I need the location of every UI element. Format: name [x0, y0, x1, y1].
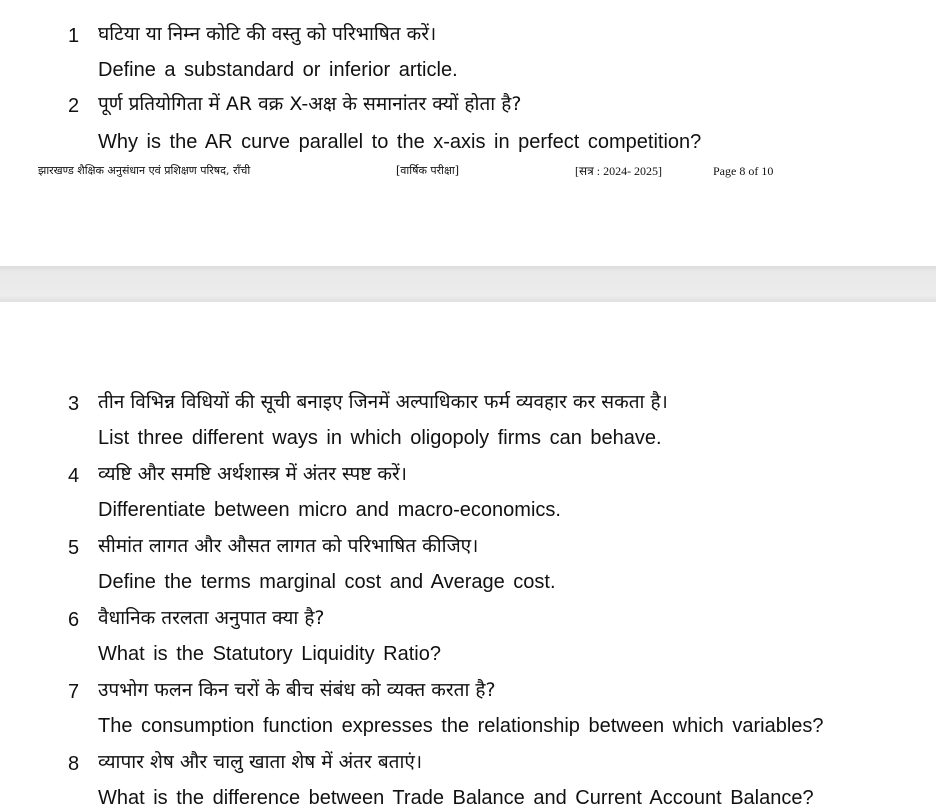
question-7-number: 7 — [68, 681, 80, 703]
question-8-number: 8 — [68, 753, 80, 775]
question-6-number: 6 — [68, 609, 80, 631]
document-page-8 — [0, 0, 936, 266]
question-6-hindi: वैधानिक तरलता अनुपात क्या है? — [98, 607, 325, 629]
footer-organization: झारखण्ड शैक्षिक अनुसंधान एवं प्रशिक्षण परिषद, राँची — [38, 164, 251, 177]
question-5-hindi: सीमांत लागत और औसत लागत को परिभाषित कीजिए। — [98, 535, 479, 557]
question-3-english: List three different ways in which oligopoly firms can behave. — [98, 427, 662, 449]
question-3-number: 3 — [68, 393, 80, 415]
question-2-hindi: पूर्ण प्रतियोगिता में AR वक्र X-अक्ष के समानांतर क्यों होता है? — [98, 93, 522, 115]
page-gap — [0, 266, 936, 302]
question-2-number: 2 — [68, 95, 80, 117]
footer-session: [सत्र : 2024- 2025] — [575, 164, 663, 178]
question-6-english: What is the Statutory Liquidity Ratio? — [98, 643, 441, 665]
question-1-hindi: घटिया या निम्न कोटि की वस्तु को परिभाषित करें। — [98, 23, 437, 45]
question-7-english: The consumption function expresses the relationship between which variables? — [98, 715, 824, 737]
question-1-number: 1 — [68, 25, 80, 47]
footer-page-number: Page 8 of 10 — [713, 164, 774, 178]
question-3-hindi: तीन विभिन्न विधियों की सूची बनाइए जिनमें अल्पाधिकार फर्म व्यवहार कर सकता है। — [98, 391, 668, 413]
question-5-english: Define the terms marginal cost and Average cost. — [98, 571, 556, 593]
question-7-hindi: उपभोग फलन किन चरों के बीच संबंध को व्यक्त करता है? — [98, 679, 496, 701]
question-4-hindi: व्यष्टि और समष्टि अर्थशास्त्र में अंतर स्पष्ट करें। — [98, 463, 407, 485]
question-4-number: 4 — [68, 465, 80, 487]
question-8-english: What is the difference between Trade Balance and Current Account Balance? — [98, 787, 814, 809]
document-page-9 — [0, 302, 936, 809]
question-5-number: 5 — [68, 537, 80, 559]
question-8-hindi: व्यापार शेष और चालु खाता शेष में अंतर बताएं। — [98, 751, 423, 773]
question-2-english: Why is the AR curve parallel to the x-axis in perfect competition? — [98, 131, 702, 153]
footer-exam: [वार्षिक परीक्षा] — [396, 164, 460, 177]
question-4-english: Differentiate between micro and macro-economics. — [98, 499, 561, 521]
question-1-english: Define a substandard or inferior article. — [98, 59, 458, 81]
